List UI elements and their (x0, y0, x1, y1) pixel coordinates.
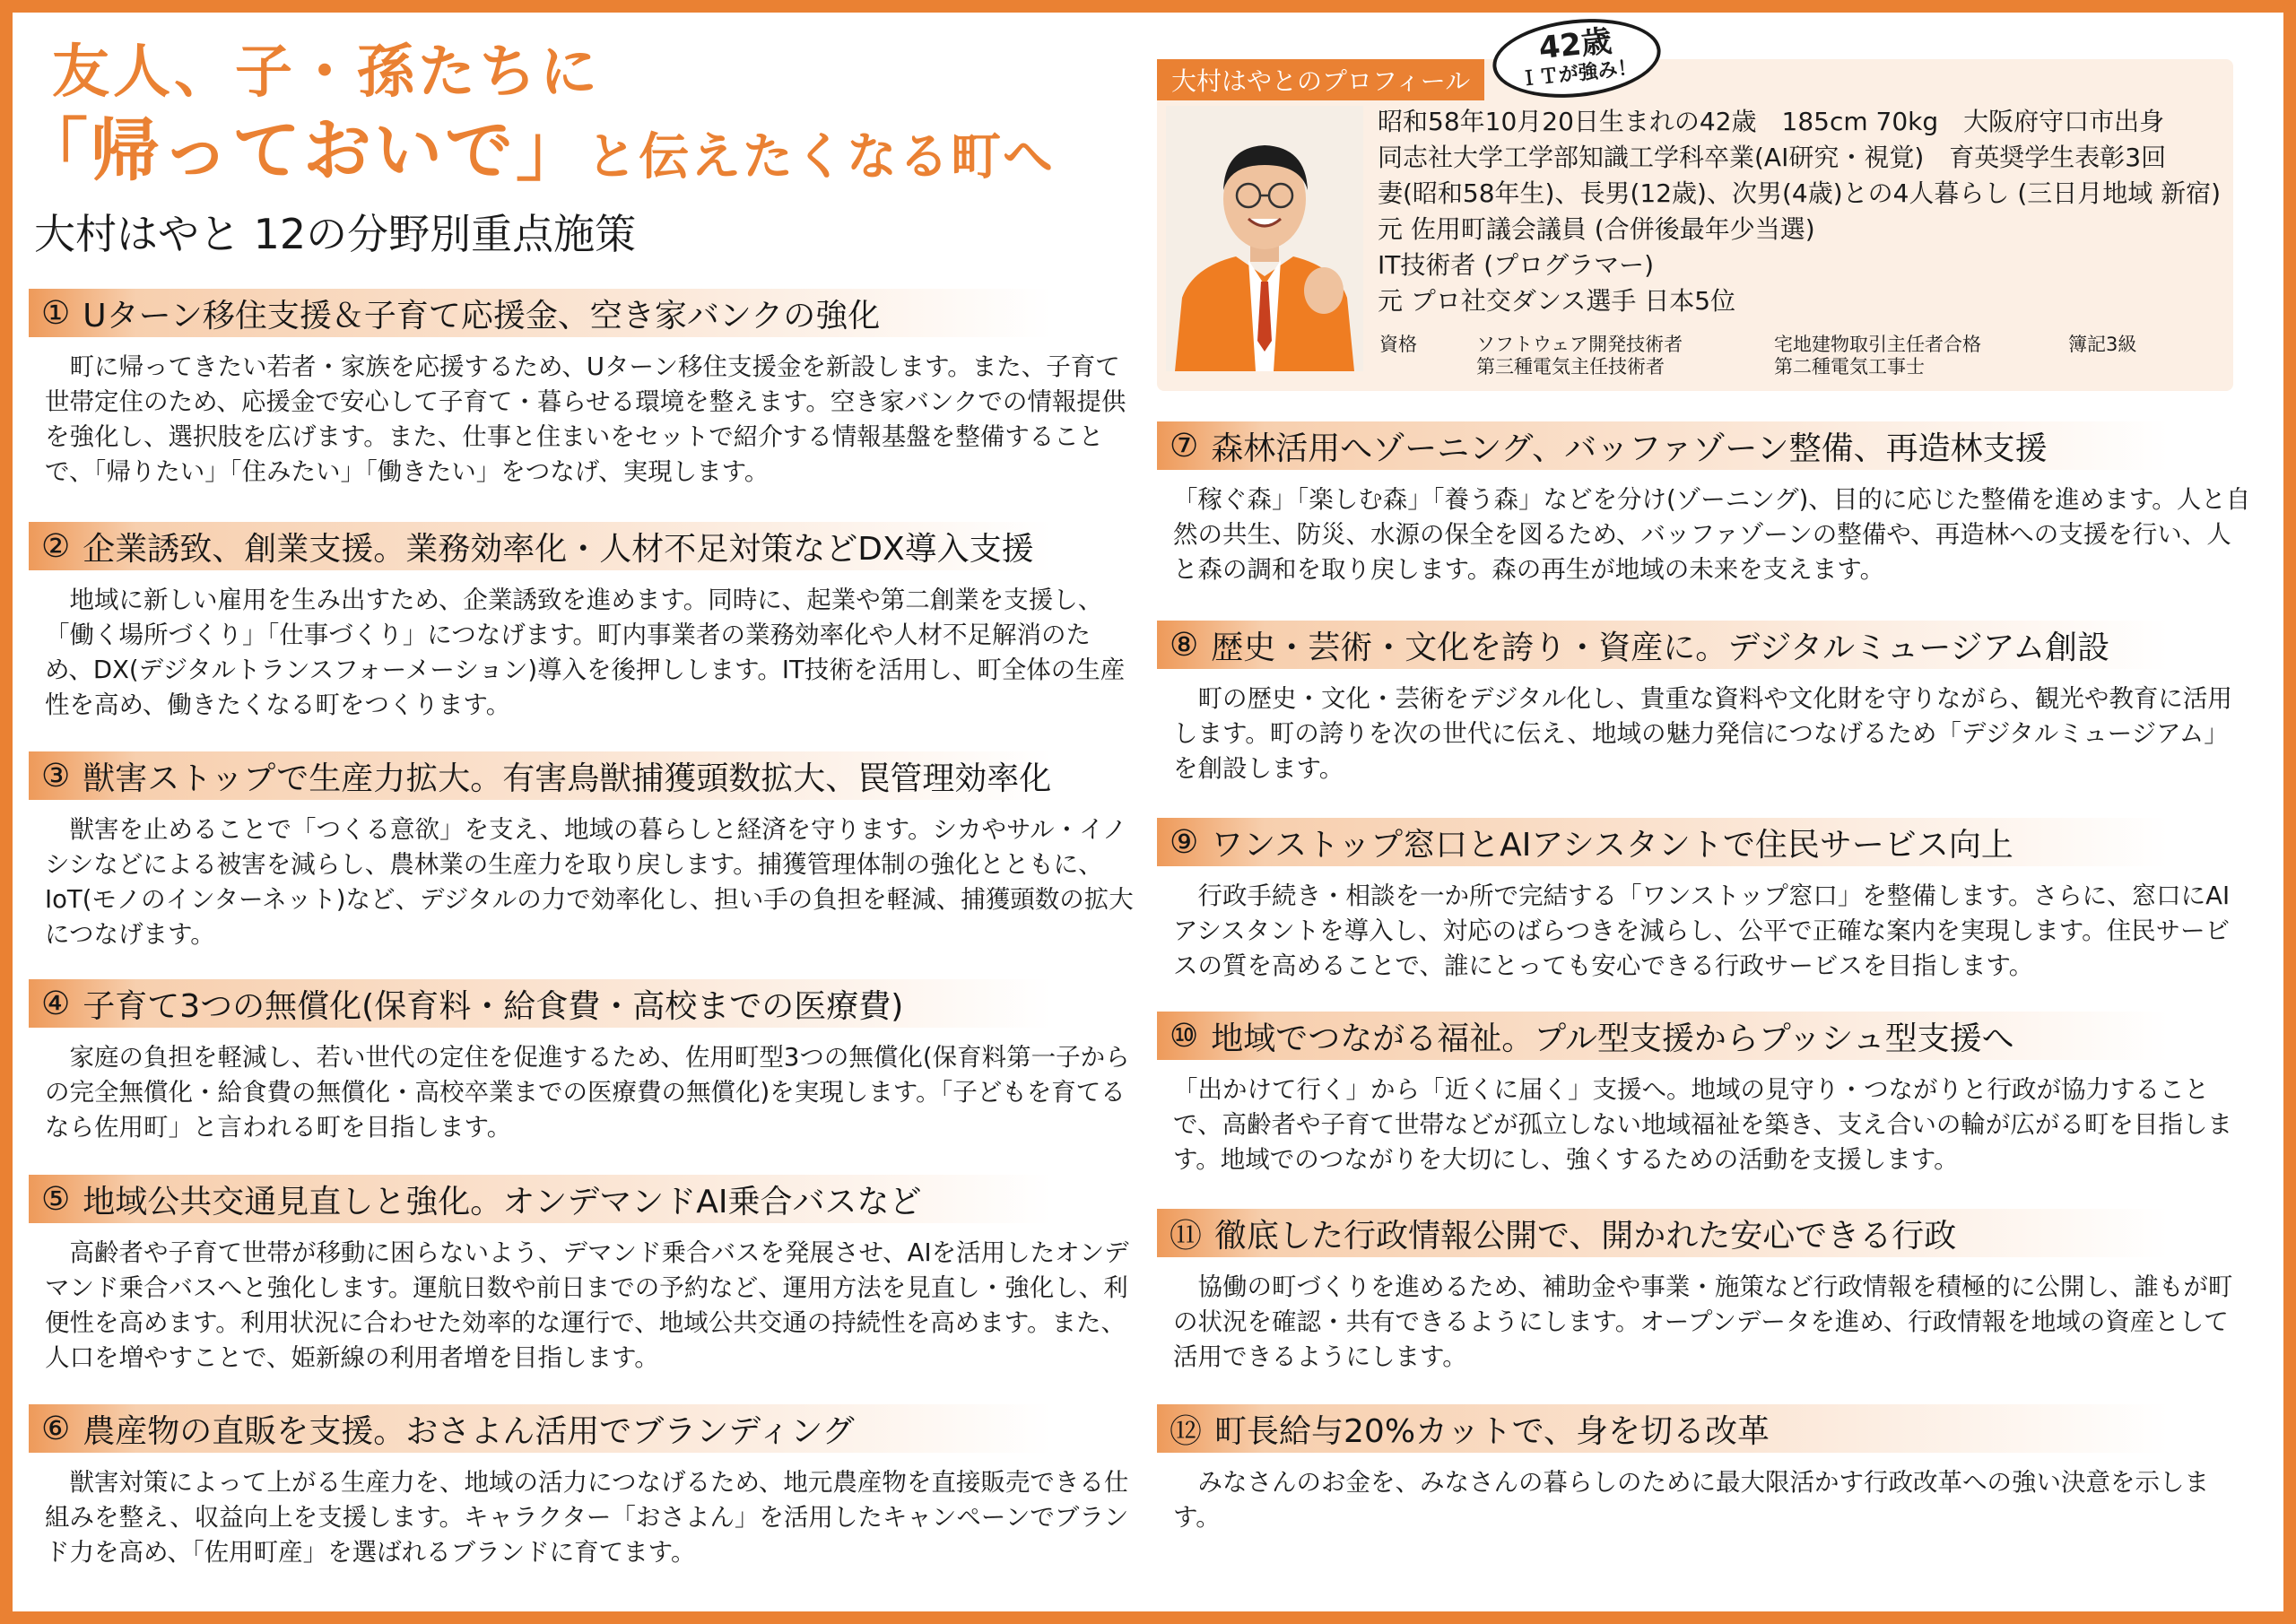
policy-heading (29, 289, 1141, 337)
policy-number: ④ (41, 985, 71, 1022)
qualifications-col-2 (1774, 334, 1981, 378)
badge-age: 42歳 (1536, 22, 1613, 67)
policy-section-11 (1157, 1209, 2257, 1375)
policy-heading (1157, 1012, 2257, 1060)
policy-text: 協働の町づくりを進めるため、補助金や事業・施策など行政情報を積極的に公開し、誰もが町の状況を確認・共有できるようにします。オープンデータを進め、行政情報を地域の資産として活用できるようにします。 (1173, 1272, 2233, 1371)
policy-number: ⑨ (1170, 823, 1199, 861)
policy-section-2 (29, 522, 1141, 723)
badge-note: ＩＴが強み！ (1518, 56, 1639, 91)
policy-number: ⑪ (1170, 1217, 1203, 1255)
qualifications-col-1 (1476, 334, 1683, 378)
policy-section-9 (1157, 818, 2257, 984)
policy-text: 町に帰ってきたい若者・家族を応援するため、Uターン移住支援金を新設します。また、子育て世帯定住のため、応援金で安心して子育て・暮らせる環境を整えます。空き家バンクでの情報提供を強化し、選択肢を広げます。また、仕事と住まいをセットで紹介する情報基盤を整備することで、「帰りたい」「住みたい」「働きたい」をつなげ、実現します。 (45, 352, 1126, 486)
policy-number: ① (41, 294, 71, 332)
policy-section-10 (1157, 1012, 2257, 1177)
policy-text: 家庭の負担を軽減し、若い世代の定住を促進するため、佐用町型3つの無償化(保育料第一子からの完全無償化・給食費の無償化・高校卒業までの医療費の無償化)を実現します。「子どもを育てるなら佐用町」と言われる町を目指します。 (45, 1043, 1130, 1142)
candidate-photo (1166, 106, 1363, 371)
profile-line-education: 同志社大学工学部知識工学科卒業(AI研究・視覚) 育英奨学生表彰3回 (1378, 143, 2167, 172)
qualifications-label: 資格 (1379, 334, 1417, 355)
policy-heading (1157, 621, 2257, 669)
policy-heading (1157, 421, 2257, 470)
policy-title: 地域公共交通見直しと強化。オンデマンドAI乗合バスなど (83, 1183, 922, 1220)
policy-title: 農産物の直販を支援。おさよん活用でブランディング (83, 1412, 855, 1450)
policy-heading (1157, 1209, 2257, 1257)
policy-section-8 (1157, 621, 2257, 786)
policy-heading (1157, 1404, 2257, 1453)
policy-text: 地域に新しい雇用を生み出すため、企業誘致を進めます。同時に、起業や第二創業を支援し、「働く場所づくり」「仕事づくり」につなげます。町内事業者の業務効率化や人材不足解消のため、DX(デジタルトランスフォーメーション)導入を後押しします。IT技術を活用し、町全体の生産性を高め、働きたくなる町をつくります。 (45, 586, 1126, 719)
policy-text: 獣害対策によって上がる生産力を、地域の活力につなげるため、地元農産物を直接販売できる仕組みを整え、収益向上を支援します。キャラクター「おさよん」を活用したキャンペーンでブランド力を高め、「佐用町産」を選ばれるブランドに育てます。 (45, 1468, 1129, 1567)
policy-subtitle: 大村はやと 12の分野別重点施策 (34, 210, 637, 258)
qualifications-col-3 (2068, 334, 2136, 356)
policy-section-4 (29, 979, 1141, 1145)
profile-details (1378, 104, 2239, 319)
policy-section-12 (1157, 1404, 2257, 1535)
policy-title: 企業誘致、創業支援。業務効率化・人材不足対策などDX導入支援 (83, 530, 1034, 568)
policy-number: ② (41, 527, 71, 565)
qualification-item: 第二種電気工事士 (1774, 356, 1925, 378)
policy-title: 徹底した行政情報公開で、開かれた安心できる行政 (1214, 1217, 1957, 1255)
policy-section-6 (29, 1404, 1141, 1570)
policy-heading (29, 979, 1141, 1028)
policy-title: ワンストップ窓口とAIアシスタントで住民サービス向上 (1211, 826, 2013, 864)
policy-section-3 (29, 751, 1141, 952)
profile-line-dance: 元 プロ社交ダンス選手 日本5位 (1378, 286, 1736, 316)
policy-text: 行政手続き・相談を一か所で完結する「ワンストップ窓口」を整備します。さらに、窓口にAIアシスタントを導入し、対応のばらつきを減らし、公平で正確な案内を実現します。住民サービスの質を高めることで、誰にとっても安心できる行政サービスを目指します。 (1173, 881, 2231, 980)
headline-line-1: 友人、子・孫たちに (52, 39, 601, 106)
policy-number: ③ (41, 757, 71, 795)
policy-text: 獣害を止めることで「つくる意欲」を支え、地域の暮らしと経済を守ります。シカやサル・イノシシなどによる被害を減らし、農林業の生産力を取り戻します。捕獲管理体制の強化とともに、IoT(モノのインターネット)など、デジタルの力で効率化し、担い手の負担を軽減、捕獲頭数の拡大につなげます。 (45, 815, 1134, 949)
profile-line-council: 元 佐用町議会議員 (合併後最年少当選) (1378, 214, 1815, 244)
qualification-item: 第三種電気主任技術者 (1476, 356, 1665, 378)
qualification-item: ソフトウェア開発技術者 (1476, 334, 1683, 355)
qualification-item: 宅地建物取引主任者合格 (1774, 334, 1981, 355)
policy-heading (29, 522, 1141, 570)
policy-title: 森林活用へゾーニング、バッファゾーン整備、再造林支援 (1211, 430, 2048, 467)
policy-section-7 (1157, 421, 2257, 587)
qualification-item: 簿記3級 (2068, 334, 2137, 355)
policy-text: 高齢者や子育て世帯が移動に困らないよう、デマンド乗合バスを発展させ、AIを活用したオンデマンド乗合バスへと強化します。運航日数や前日までの予約など、運用方法を見直し・強化し、利便性を高めます。利用状況に合わせた効率的な運行で、地域公共交通の持続性を高めます。また、人口を増やすことで、姫新線の利用者増を目指します。 (45, 1238, 1129, 1372)
policy-heading (29, 751, 1141, 800)
policy-title: 歴史・芸術・文化を誇り・資産に。デジタルミュージアム創設 (1211, 629, 2110, 666)
policy-title: 獣害ストップで生産力拡大。有害鳥獣捕獲頭数拡大、罠管理効率化 (83, 760, 1052, 797)
headline-line-2 (20, 110, 1055, 190)
policy-heading (29, 1404, 1141, 1453)
policy-text: みなさんのお金を、みなさんの暮らしのために最大限活かす行政改革への強い決意を示します。 (1173, 1468, 2209, 1532)
policy-title: 子育て3つの無償化(保育料・給食費・高校までの医療費) (83, 987, 904, 1025)
policy-heading (29, 1175, 1141, 1223)
policy-number: ⑤ (41, 1180, 71, 1218)
policy-title: 町長給与20%カットで、身を切る改革 (1214, 1412, 1770, 1450)
policy-title: 地域でつながる福祉。プル型支援からプッシュ型支援へ (1211, 1020, 2014, 1057)
policy-text: 「稼ぐ森」「楽しむ森」「養う森」などを分け(ゾーニング)、目的に応じた整備を進めます。人と自然の共生、防災、水源の保全を図るため、バッファゾーンの整備や、再造林への支援を行い、人と森の調和を取り戻します。森の再生が地域の未来を支えます。 (1173, 485, 2251, 584)
policy-number: ⑦ (1170, 427, 1199, 465)
policy-heading (1157, 818, 2257, 866)
profile-line-family: 妻(昭和58年生)、長男(12歳)、次男(4歳)との4人暮らし (三日月地域 新宿) (1378, 178, 2222, 208)
policy-text: 「出かけて行く」から「近くに届く」支援へ。地域の見守り・つながりと行政が協力することで、高齢者や子育て世帯などが孤立しない地域福祉を築き、支え合いの輪が広がる町を目指します。地域でのつながりを大切にし、強くするための活動を支援します。 (1173, 1075, 2232, 1174)
profile-line-birth: 昭和58年10月20日生まれの42歳 185cm 70kg 大阪府守口市出身 (1378, 107, 2165, 136)
policy-title: Uターン移住支援＆子育て応援金、空き家バンクの強化 (83, 297, 881, 334)
portrait-illustration (1166, 106, 1363, 371)
policy-number: ⑫ (1170, 1412, 1203, 1450)
policy-text: 町の歴史・文化・芸術をデジタル化し、貴重な資料や文化財を守りながら、観光や教育に活用します。町の誇りを次の世代に伝え、地域の魅力発信につなげるため「デジタルミュージアム」を創設します。 (1173, 684, 2232, 783)
policy-section-5 (29, 1175, 1141, 1376)
headline-quote: 「帰っておいで」 (20, 110, 587, 190)
policy-section-1 (29, 289, 1141, 490)
profile-tab-label: 大村はやとのプロフィール (1157, 59, 1484, 100)
profile-line-engineer: IT技術者 (プログラマー) (1378, 250, 1655, 280)
policy-number: ⑥ (41, 1410, 71, 1447)
policy-number: ⑩ (1170, 1017, 1199, 1055)
policy-number: ⑧ (1170, 626, 1199, 664)
headline-tail: と伝えたくなる町へ (587, 128, 1055, 187)
